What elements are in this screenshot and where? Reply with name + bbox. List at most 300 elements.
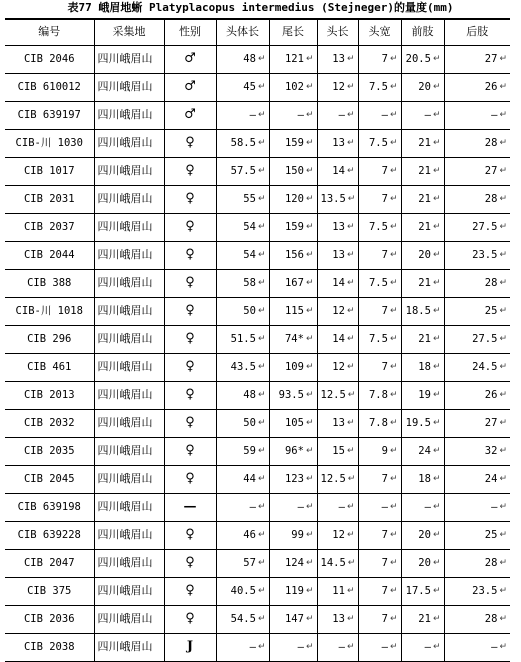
paragraph-mark-icon: ↵ — [257, 558, 266, 568]
cell-value: CIB 461 — [27, 361, 72, 373]
cell-value: 7.8 — [368, 389, 388, 401]
cell-value: CIB 2037 — [23, 221, 75, 233]
cell-value: 13.5 — [320, 193, 346, 205]
paragraph-mark-icon: ↵ — [346, 54, 355, 64]
col-id-cell — [5, 521, 94, 549]
cell-value: ♀ — [185, 331, 195, 346]
cell-value: 7.8 — [368, 417, 388, 429]
paragraph-mark-icon: ↵ — [305, 474, 314, 484]
cell-value: 105 — [284, 417, 304, 429]
table-row — [5, 605, 510, 633]
paragraph-mark-icon: ↵ — [347, 558, 356, 568]
col-location-cell — [94, 157, 164, 185]
cell-value: 7 — [381, 613, 388, 625]
paragraph-mark-icon: ↵ — [257, 138, 266, 148]
col-forelimb-cell — [401, 73, 444, 101]
col-sex-header: 性别 — [164, 19, 216, 45]
paragraph-mark-icon: ↵ — [346, 110, 355, 120]
col-sex-cell — [164, 297, 216, 325]
col-snout-vent-cell — [216, 269, 269, 297]
col-tail-cell — [269, 409, 317, 437]
cell-value: 四川峨眉山 — [97, 108, 153, 121]
cell-value: 57 — [243, 557, 256, 569]
cell-value: 156 — [284, 249, 304, 261]
cell-value: ♀ — [185, 415, 195, 430]
col-hindlimb-cell — [444, 185, 510, 213]
paragraph-mark-icon: ↵ — [432, 222, 441, 232]
col-snout-vent-cell — [216, 353, 269, 381]
col-head-width-cell — [358, 213, 401, 241]
paragraph-mark-icon: ↵ — [305, 166, 314, 176]
col-hindlimb-cell — [444, 465, 510, 493]
cell-value: ♀ — [185, 527, 195, 542]
paragraph-mark-icon: ↵ — [432, 586, 441, 596]
col-head-width-cell — [358, 465, 401, 493]
cell-value: — — [183, 499, 197, 514]
col-forelimb-cell — [401, 157, 444, 185]
cell-value: 7.5 — [368, 333, 388, 345]
cell-value: 44 — [243, 473, 256, 485]
cell-value: 四川峨眉山 — [97, 528, 153, 541]
cell-value: 7 — [381, 585, 388, 597]
col-snout-vent-cell — [216, 325, 269, 353]
table-row — [5, 45, 510, 73]
paragraph-mark-icon: ↵ — [432, 502, 441, 512]
col-hindlimb-cell — [444, 157, 510, 185]
col-tail-cell — [269, 325, 317, 353]
cell-value: ♀ — [185, 303, 195, 318]
cell-value: ♀ — [185, 471, 195, 486]
col-snout-vent-cell — [216, 577, 269, 605]
cell-value: 14 — [332, 333, 345, 345]
cell-value: 四川峨眉山 — [97, 360, 153, 373]
paragraph-mark-icon: ↵ — [389, 558, 398, 568]
paragraph-mark-icon: ↵ — [346, 418, 355, 428]
col-sex-cell — [164, 45, 216, 73]
col-hindlimb-cell — [444, 269, 510, 297]
col-head-length-cell — [317, 297, 358, 325]
cell-value: 24 — [418, 445, 431, 457]
cell-value: CIB 2013 — [23, 389, 75, 401]
paragraph-mark-icon: ↵ — [389, 194, 398, 204]
cell-value: 23.5 — [472, 249, 498, 261]
col-snout-vent-cell — [216, 605, 269, 633]
cell-value: 45 — [243, 81, 256, 93]
col-hindlimb-cell — [444, 437, 510, 465]
cell-value: 12 — [332, 361, 345, 373]
col-snout-vent-header: 头体长 — [216, 19, 269, 45]
col-head-length-cell — [317, 409, 358, 437]
col-sex-cell — [164, 269, 216, 297]
cell-value: ♀ — [185, 247, 195, 262]
cell-value: ♀ — [185, 275, 195, 290]
paragraph-mark-icon: ↵ — [499, 306, 507, 316]
paragraph-mark-icon: ↵ — [499, 446, 507, 456]
col-sex-cell — [164, 241, 216, 269]
col-tail-cell — [269, 521, 317, 549]
paragraph-mark-icon: ↵ — [432, 390, 441, 400]
col-hindlimb-cell — [444, 549, 510, 577]
paragraph-mark-icon: ↵ — [257, 474, 266, 484]
cell-value: — — [424, 109, 431, 121]
col-hindlimb-cell — [444, 325, 510, 353]
paragraph-mark-icon: ↵ — [432, 446, 441, 456]
col-head-width-cell — [358, 353, 401, 381]
table-header — [5, 19, 510, 45]
col-forelimb-cell — [401, 437, 444, 465]
col-id-cell — [5, 241, 94, 269]
paragraph-mark-icon: ↵ — [499, 614, 507, 624]
paragraph-mark-icon: ↵ — [257, 530, 266, 540]
paragraph-mark-icon: ↵ — [389, 222, 398, 232]
paragraph-mark-icon: ↵ — [432, 614, 441, 624]
paragraph-mark-icon: ↵ — [346, 138, 355, 148]
col-forelimb-header: 前肢 — [401, 19, 444, 45]
cell-value: CIB 2047 — [23, 557, 75, 569]
cell-value: — — [249, 641, 256, 653]
cell-value: 18.5 — [405, 305, 431, 317]
col-id-cell — [5, 325, 94, 353]
col-sex-cell — [164, 185, 216, 213]
col-hindlimb-cell — [444, 633, 510, 661]
col-head-length-cell — [317, 241, 358, 269]
cell-value: ♀ — [185, 387, 195, 402]
cell-value: 115 — [284, 305, 304, 317]
paragraph-mark-icon: ↵ — [432, 110, 441, 120]
paragraph-mark-icon: ↵ — [346, 250, 355, 260]
paragraph-mark-icon: ↵ — [257, 194, 266, 204]
col-sex-cell — [164, 465, 216, 493]
col-id-cell — [5, 605, 94, 633]
col-head-length-cell — [317, 633, 358, 661]
cell-value: 四川峨眉山 — [97, 444, 153, 457]
col-id-cell — [5, 73, 94, 101]
cell-value: 26 — [484, 389, 498, 401]
cell-value: — — [381, 501, 388, 513]
paragraph-mark-icon: ↵ — [389, 166, 398, 176]
col-head-width-cell — [358, 493, 401, 521]
col-sex-cell — [164, 521, 216, 549]
cell-value: 59 — [243, 445, 256, 457]
col-head-width-cell — [358, 577, 401, 605]
col-head-width-cell — [358, 549, 401, 577]
paragraph-mark-icon: ↵ — [346, 222, 355, 232]
paragraph-mark-icon: ↵ — [432, 278, 441, 288]
paragraph-mark-icon: ↵ — [499, 194, 507, 204]
cell-value: CIB-川 1030 — [15, 137, 83, 149]
col-head-width-cell — [358, 45, 401, 73]
paragraph-mark-icon: ↵ — [257, 82, 266, 92]
col-id-cell — [5, 213, 94, 241]
cell-value: 50 — [243, 417, 256, 429]
paragraph-mark-icon: ↵ — [257, 110, 266, 120]
col-snout-vent-cell — [216, 549, 269, 577]
col-location-cell — [94, 409, 164, 437]
cell-value: 14 — [332, 277, 345, 289]
cell-value: — — [338, 501, 345, 513]
cell-value: ♂ — [184, 107, 196, 122]
cell-value: 四川峨眉山 — [97, 584, 153, 597]
col-hindlimb-cell — [444, 605, 510, 633]
cell-value: 13 — [332, 417, 345, 429]
col-hindlimb-cell — [444, 409, 510, 437]
paragraph-mark-icon: ↵ — [432, 166, 441, 176]
col-id-cell — [5, 409, 94, 437]
col-head-length-cell — [317, 213, 358, 241]
table-row — [5, 73, 510, 101]
paragraph-mark-icon: ↵ — [389, 446, 398, 456]
cell-value: 21 — [418, 613, 431, 625]
col-id-cell — [5, 45, 94, 73]
cell-value: 159 — [284, 221, 304, 233]
paragraph-mark-icon: ↵ — [432, 82, 441, 92]
col-location-cell — [94, 633, 164, 661]
col-forelimb-cell — [401, 605, 444, 633]
paragraph-mark-icon: ↵ — [499, 138, 507, 148]
paragraph-mark-icon: ↵ — [347, 474, 356, 484]
cell-value: ♀ — [185, 219, 195, 234]
cell-value: 20 — [418, 557, 431, 569]
cell-value: CIB 2046 — [23, 53, 75, 65]
col-head-length-cell — [317, 45, 358, 73]
table-row — [5, 577, 510, 605]
paragraph-mark-icon: ↵ — [499, 222, 507, 232]
cell-value: 24 — [484, 473, 498, 485]
col-location-cell — [94, 45, 164, 73]
col-head-width-cell — [358, 101, 401, 129]
cell-value: 20 — [418, 529, 431, 541]
col-sex-cell — [164, 381, 216, 409]
cell-value: 25 — [484, 529, 498, 541]
col-forelimb-cell — [401, 129, 444, 157]
paragraph-mark-icon: ↵ — [499, 502, 507, 512]
col-hindlimb-cell — [444, 73, 510, 101]
col-head-length-cell — [317, 101, 358, 129]
paragraph-mark-icon: ↵ — [432, 530, 441, 540]
cell-value: 28 — [484, 277, 498, 289]
cell-value: 119 — [284, 585, 304, 597]
cell-value: 四川峨眉山 — [97, 80, 153, 93]
col-sex-cell — [164, 633, 216, 661]
col-sex-cell — [164, 353, 216, 381]
col-location-cell — [94, 437, 164, 465]
cell-value: 19.5 — [405, 417, 431, 429]
paragraph-mark-icon: ↵ — [432, 138, 441, 148]
cell-value: 28 — [484, 557, 498, 569]
cell-value: 20.5 — [405, 53, 431, 65]
paragraph-mark-icon: ↵ — [305, 334, 314, 344]
cell-value: 7 — [381, 361, 388, 373]
cell-value: — — [424, 501, 431, 513]
col-snout-vent-cell — [216, 465, 269, 493]
col-head-length-cell — [317, 549, 358, 577]
table-caption: 表77 峨眉地蜥 Platyplacopus intermedius (Stejneger)的量度(mm) — [67, 1, 454, 14]
cell-value: ♂ — [184, 79, 196, 94]
col-tail-header: 尾长 — [269, 19, 317, 45]
paragraph-mark-icon: ↵ — [257, 334, 266, 344]
cell-value: 17.5 — [405, 585, 431, 597]
paragraph-mark-icon: ↵ — [389, 250, 398, 260]
col-location-cell — [94, 353, 164, 381]
col-forelimb-cell — [401, 465, 444, 493]
cell-value: ♀ — [185, 611, 195, 626]
col-snout-vent-cell — [216, 73, 269, 101]
cell-value: 四川峨眉山 — [97, 136, 153, 149]
col-hindlimb-cell — [444, 521, 510, 549]
col-tail-cell — [269, 353, 317, 381]
table-row — [5, 241, 510, 269]
cell-value: 7.5 — [368, 277, 388, 289]
paragraph-mark-icon: ↵ — [305, 54, 314, 64]
col-head-length-cell — [317, 521, 358, 549]
col-snout-vent-cell — [216, 129, 269, 157]
cell-value: CIB-川 1018 — [15, 305, 83, 317]
col-head-length-cell — [317, 381, 358, 409]
paragraph-mark-icon: ↵ — [432, 362, 441, 372]
cell-value: 25 — [484, 305, 498, 317]
cell-value: — — [491, 501, 498, 513]
col-sex-cell — [164, 577, 216, 605]
cell-value: 28 — [484, 193, 498, 205]
cell-value: 48 — [243, 389, 256, 401]
col-hindlimb-cell — [444, 353, 510, 381]
col-head-length-cell — [317, 577, 358, 605]
cell-value: 55 — [243, 193, 256, 205]
cell-value: 12.5 — [320, 389, 346, 401]
cell-value: 27.5 — [472, 221, 498, 233]
col-sex-cell — [164, 605, 216, 633]
col-head-length-cell — [317, 465, 358, 493]
col-tail-cell — [269, 73, 317, 101]
col-hindlimb-cell — [444, 297, 510, 325]
table-row — [5, 157, 510, 185]
cell-value: 13 — [332, 221, 345, 233]
cell-value: J — [186, 639, 194, 654]
paragraph-mark-icon: ↵ — [499, 82, 507, 92]
paragraph-mark-icon: ↵ — [257, 390, 266, 400]
paragraph-mark-icon: ↵ — [257, 54, 266, 64]
cell-value: — — [297, 641, 304, 653]
cell-value: 21 — [418, 193, 431, 205]
paragraph-mark-icon: ↵ — [346, 166, 355, 176]
col-forelimb-cell — [401, 45, 444, 73]
cell-value: 50 — [243, 305, 256, 317]
col-forelimb-cell — [401, 241, 444, 269]
table-row — [5, 325, 510, 353]
cell-value: CIB 1017 — [23, 165, 75, 177]
col-snout-vent-cell — [216, 241, 269, 269]
cell-value: — — [381, 109, 388, 121]
col-head-length-cell — [317, 605, 358, 633]
col-snout-vent-cell — [216, 185, 269, 213]
col-id-cell — [5, 633, 94, 661]
col-snout-vent-cell — [216, 493, 269, 521]
cell-value: 123 — [284, 473, 304, 485]
cell-value: 150 — [284, 165, 304, 177]
cell-value: 12 — [332, 81, 345, 93]
cell-value: 121 — [284, 53, 304, 65]
cell-value: 24.5 — [472, 361, 498, 373]
paragraph-mark-icon: ↵ — [346, 82, 355, 92]
col-id-cell — [5, 129, 94, 157]
col-location-cell — [94, 605, 164, 633]
cell-value: 20 — [418, 81, 431, 93]
col-head-length-cell — [317, 437, 358, 465]
cell-value: 14 — [332, 165, 345, 177]
cell-value: 32 — [484, 445, 498, 457]
paragraph-mark-icon: ↵ — [389, 474, 398, 484]
col-head-length-cell — [317, 493, 358, 521]
cell-value: 9 — [381, 445, 388, 457]
paragraph-mark-icon: ↵ — [347, 194, 356, 204]
table-row — [5, 353, 510, 381]
paragraph-mark-icon: ↵ — [389, 138, 398, 148]
cell-value: 四川峨眉山 — [97, 388, 153, 401]
col-location-cell — [94, 101, 164, 129]
col-head-length-cell — [317, 353, 358, 381]
paragraph-mark-icon: ↵ — [389, 614, 398, 624]
col-forelimb-cell — [401, 185, 444, 213]
col-head-width-cell — [358, 157, 401, 185]
col-tail-cell — [269, 549, 317, 577]
col-sex-cell — [164, 493, 216, 521]
cell-value: 23.5 — [472, 585, 498, 597]
cell-value: 11 — [332, 585, 345, 597]
col-id-cell — [5, 577, 94, 605]
cell-value: 18 — [418, 473, 431, 485]
cell-value: — — [338, 641, 345, 653]
col-forelimb-cell — [401, 493, 444, 521]
cell-value: 96* — [284, 445, 304, 457]
paragraph-mark-icon: ↵ — [305, 390, 314, 400]
col-hindlimb-cell — [444, 577, 510, 605]
cell-value: 12.5 — [320, 473, 346, 485]
cell-value: 124 — [284, 557, 304, 569]
paragraph-mark-icon: ↵ — [499, 390, 507, 400]
paragraph-mark-icon: ↵ — [305, 446, 314, 456]
col-head-width-cell — [358, 521, 401, 549]
col-head-width-cell — [358, 129, 401, 157]
paragraph-mark-icon: ↵ — [346, 502, 355, 512]
col-location-cell — [94, 549, 164, 577]
cell-value: 51.5 — [230, 333, 256, 345]
paragraph-mark-icon: ↵ — [346, 362, 355, 372]
col-tail-cell — [269, 577, 317, 605]
cell-value: CIB 2035 — [23, 445, 75, 457]
cell-value: 7 — [381, 305, 388, 317]
paragraph-mark-icon: ↵ — [257, 222, 266, 232]
paragraph-mark-icon: ↵ — [432, 642, 441, 652]
col-head-width-cell — [358, 241, 401, 269]
col-forelimb-cell — [401, 409, 444, 437]
paragraph-mark-icon: ↵ — [389, 418, 398, 428]
col-location-cell — [94, 577, 164, 605]
cell-value: 58.5 — [230, 137, 256, 149]
cell-value: 46 — [243, 529, 256, 541]
cell-value: 7.5 — [368, 137, 388, 149]
paragraph-mark-icon: ↵ — [257, 306, 266, 316]
cell-value: 7 — [381, 165, 388, 177]
cell-value: 57.5 — [230, 165, 256, 177]
col-tail-cell — [269, 269, 317, 297]
cell-value: 13 — [332, 53, 345, 65]
paragraph-mark-icon: ↵ — [346, 586, 355, 596]
cell-value: 26 — [484, 81, 498, 93]
col-snout-vent-cell — [216, 45, 269, 73]
col-id-cell — [5, 437, 94, 465]
cell-value: — — [491, 641, 498, 653]
cell-value: — — [297, 501, 304, 513]
